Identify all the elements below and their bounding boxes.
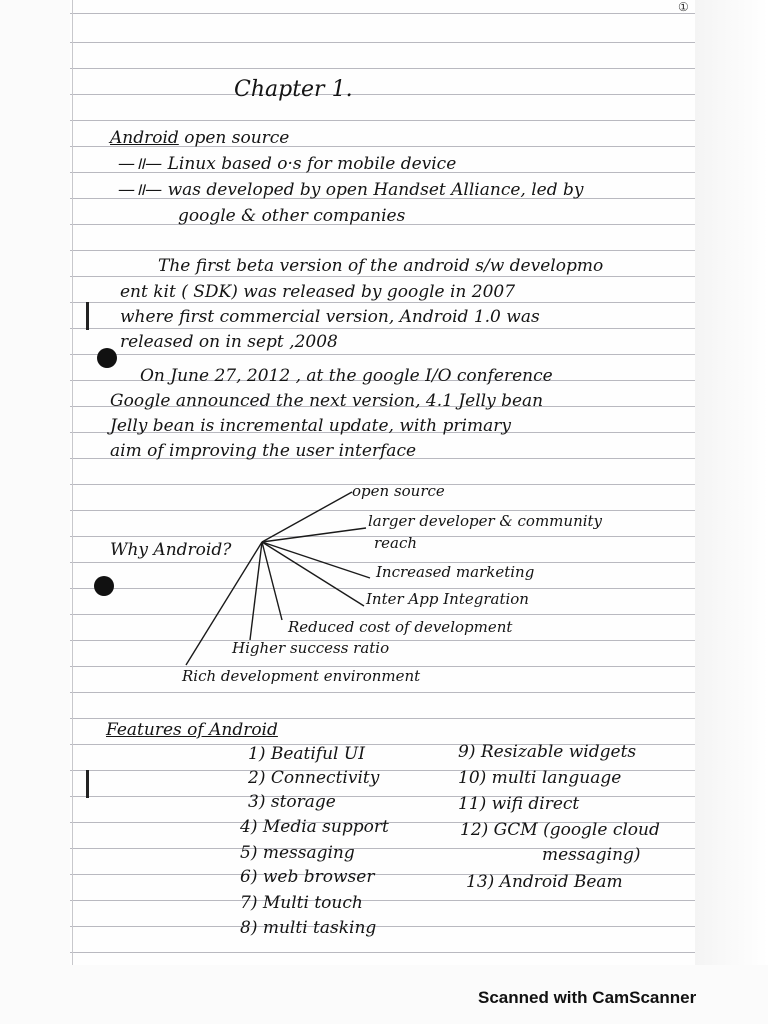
feature-item: 5) messaging — [240, 843, 355, 863]
feature-item: 10) multi language — [458, 768, 622, 788]
feature-item: 13) Android Beam — [466, 872, 623, 892]
feature-item: 1) Beatiful UI — [248, 744, 365, 764]
feature-item: 3) storage — [248, 792, 336, 812]
feature-item: 6) web browser — [240, 867, 375, 887]
intro-term: Android — [110, 128, 179, 148]
reason-item: reach — [374, 534, 418, 552]
reason-item: larger developer & community — [368, 512, 603, 530]
feature-item: 9) Resizable widgets — [458, 742, 637, 762]
intro-line: —॥— was developed by open Handset Alliance, led by — [118, 180, 584, 200]
reason-item: Increased marketing — [376, 563, 535, 581]
margin-mark — [86, 770, 89, 798]
intro-term-rest: open source — [184, 128, 290, 148]
paragraph-line: aim of improving the user interface — [110, 441, 417, 461]
feature-item: 2) Connectivity — [248, 768, 380, 788]
reason-item: Higher success ratio — [232, 639, 390, 657]
paragraph-line: released on in sept ,2008 — [120, 332, 338, 352]
connector-line — [262, 542, 364, 606]
connector-line — [250, 542, 262, 640]
feature-item: 4) Media support — [240, 817, 389, 837]
feature-item: 7) Multi touch — [240, 893, 363, 913]
paragraph-line: ent kit ( SDK) was released by google in 2007 — [120, 282, 516, 302]
feature-item: messaging) — [542, 845, 641, 865]
reason-item: Reduced cost of development — [288, 618, 513, 636]
feature-item: 11) wifi direct — [458, 794, 580, 814]
feature-item: 12) GCM (google cloud — [460, 820, 660, 840]
intro-line: —॥— Linux based o·s for mobile device — [118, 154, 457, 174]
page-number-mark: ① — [678, 0, 689, 14]
paragraph-line: On June 27, 2012 , at the google I/O conference — [140, 366, 553, 386]
reason-item: Rich development environment — [182, 667, 421, 685]
why-android-label: Why Android? — [110, 540, 232, 560]
paragraph-line: where first commercial version, Android 1.0 was — [120, 307, 540, 327]
scanner-watermark: Scanned with CamScanner — [478, 988, 697, 1007]
intro-line: google & other companies — [178, 206, 406, 226]
connector-line — [262, 542, 370, 578]
bullet-dot — [94, 576, 114, 596]
connector-line — [262, 528, 366, 542]
reason-item: open source — [352, 482, 445, 500]
paragraph-line: Google announced the next version, 4.1 Jelly bean — [110, 391, 544, 411]
feature-item: 8) multi tasking — [240, 918, 377, 938]
reason-item: Inter App Integration — [366, 590, 529, 608]
paragraph-line: Jelly bean is incremental update, with primary — [110, 416, 511, 436]
connector-line — [262, 492, 352, 542]
features-heading: Features of Android — [106, 720, 278, 740]
paragraph-line: The first beta version of the android s/w developmo — [158, 256, 604, 276]
page-title: Chapter 1. — [234, 77, 353, 102]
connector-line — [262, 542, 282, 620]
